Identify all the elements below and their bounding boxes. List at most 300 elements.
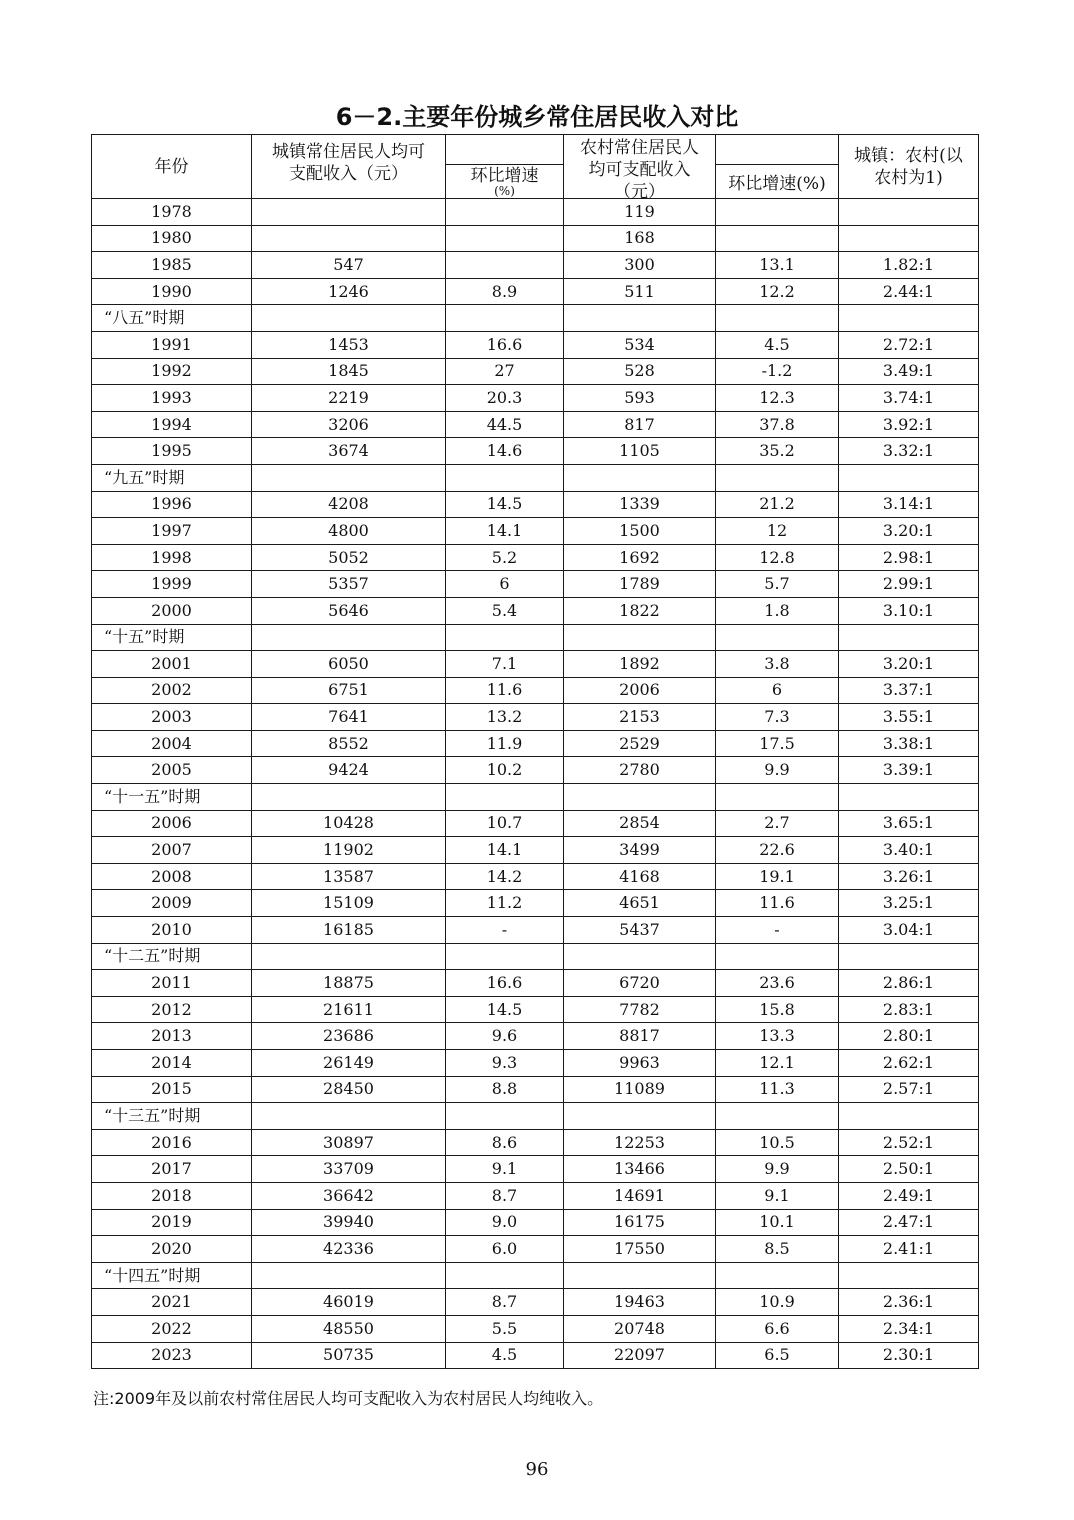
- empty-cell: [252, 943, 446, 970]
- year-cell: 1991: [92, 331, 252, 358]
- ratio-cell: 3.26:1: [839, 863, 979, 890]
- rural-growth-cell: 35.2: [716, 438, 839, 465]
- ratio-cell: 3.14:1: [839, 491, 979, 518]
- urban-income-cell: 8552: [252, 730, 446, 757]
- year-cell: 2016: [92, 1129, 252, 1156]
- year-cell: 2001: [92, 651, 252, 678]
- table-row: [92, 225, 979, 252]
- ratio-cell: 3.65:1: [839, 810, 979, 837]
- empty-cell: [839, 1262, 979, 1289]
- ratio-cell: 2.86:1: [839, 970, 979, 997]
- ratio-cell: 3.20:1: [839, 651, 979, 678]
- year-cell: 2000: [92, 597, 252, 624]
- rural-growth-cell: [716, 199, 839, 226]
- year-cell: 1990: [92, 278, 252, 305]
- urban-growth-cell: 14.1: [446, 518, 564, 545]
- rural-income-cell: 1892: [564, 651, 716, 678]
- rural-income-cell: 22097: [564, 1342, 716, 1369]
- year-cell: 2020: [92, 1236, 252, 1263]
- table-row: [92, 1076, 979, 1103]
- urban-income-cell: 10428: [252, 810, 446, 837]
- urban-income-cell: 48550: [252, 1315, 446, 1342]
- urban-growth-cell: 7.1: [446, 651, 564, 678]
- urban-income-cell: 11902: [252, 837, 446, 864]
- empty-cell: [564, 624, 716, 651]
- ratio-cell: 3.39:1: [839, 757, 979, 784]
- rural-income-cell: 4651: [564, 890, 716, 917]
- year-cell: 2018: [92, 1182, 252, 1209]
- rural-growth-cell: -: [716, 917, 839, 944]
- ratio-cell: 2.80:1: [839, 1023, 979, 1050]
- period-label: “十一五”时期: [92, 784, 252, 811]
- table-row: [92, 1342, 979, 1369]
- rural-income-cell: 1692: [564, 544, 716, 571]
- rural-growth-cell: 2.7: [716, 810, 839, 837]
- table-row: [92, 1315, 979, 1342]
- table-row: [92, 810, 979, 837]
- urban-income-cell: 23686: [252, 1023, 446, 1050]
- urban-income-cell: 21611: [252, 996, 446, 1023]
- ratio-cell: 2.57:1: [839, 1076, 979, 1103]
- header-urban-blank: [446, 135, 564, 165]
- rural-income-cell: 300: [564, 252, 716, 279]
- urban-growth-cell: 4.5: [446, 1342, 564, 1369]
- ratio-cell: 2.44:1: [839, 278, 979, 305]
- rural-growth-cell: 5.7: [716, 571, 839, 598]
- empty-cell: [252, 784, 446, 811]
- table-row: [92, 438, 979, 465]
- rural-income-cell: 19463: [564, 1289, 716, 1316]
- urban-income-cell: 33709: [252, 1156, 446, 1183]
- table-row: [92, 837, 979, 864]
- empty-cell: [564, 784, 716, 811]
- empty-cell: [446, 1103, 564, 1130]
- rural-growth-cell: 12.8: [716, 544, 839, 571]
- rural-growth-cell: 10.5: [716, 1129, 839, 1156]
- urban-growth-cell: 11.6: [446, 677, 564, 704]
- urban-income-cell: 547: [252, 252, 446, 279]
- year-cell: 1980: [92, 225, 252, 252]
- urban-growth-cell: 9.6: [446, 1023, 564, 1050]
- urban-income-cell: 13587: [252, 863, 446, 890]
- rural-growth-cell: 3.8: [716, 651, 839, 678]
- rural-growth-cell: [716, 225, 839, 252]
- urban-growth-cell: 8.6: [446, 1129, 564, 1156]
- empty-cell: [839, 464, 979, 491]
- rural-income-cell: 4168: [564, 863, 716, 890]
- urban-income-cell: 7641: [252, 704, 446, 731]
- header-rural-growth: 环比增速(%): [716, 165, 839, 199]
- urban-income-cell: 1845: [252, 358, 446, 385]
- empty-cell: [716, 1262, 839, 1289]
- table-row: [92, 518, 979, 545]
- rural-income-cell: 817: [564, 411, 716, 438]
- rural-income-cell: 2529: [564, 730, 716, 757]
- urban-growth-cell: 6: [446, 571, 564, 598]
- year-cell: 2023: [92, 1342, 252, 1369]
- empty-cell: [716, 464, 839, 491]
- rural-growth-cell: 19.1: [716, 863, 839, 890]
- urban-income-cell: 39940: [252, 1209, 446, 1236]
- year-cell: 1985: [92, 252, 252, 279]
- year-cell: 1997: [92, 518, 252, 545]
- urban-growth-cell: 10.2: [446, 757, 564, 784]
- year-cell: 2015: [92, 1076, 252, 1103]
- rural-growth-cell: 13.1: [716, 252, 839, 279]
- urban-income-cell: 1246: [252, 278, 446, 305]
- rural-income-cell: 5437: [564, 917, 716, 944]
- period-label: “八五”时期: [92, 305, 252, 332]
- table-row: [92, 970, 979, 997]
- header-urban-income: 城镇常住居民人均可 支配收入（元）: [252, 135, 446, 199]
- table-row: [92, 199, 979, 226]
- ratio-cell: 2.34:1: [839, 1315, 979, 1342]
- urban-income-cell: 28450: [252, 1076, 446, 1103]
- rural-income-cell: 1500: [564, 518, 716, 545]
- ratio-cell: 3.38:1: [839, 730, 979, 757]
- income-comparison-table: [91, 134, 979, 1369]
- empty-cell: [252, 1262, 446, 1289]
- table-row: [92, 597, 979, 624]
- year-cell: 2014: [92, 1050, 252, 1077]
- ratio-cell: 2.62:1: [839, 1050, 979, 1077]
- urban-growth-cell: 20.3: [446, 385, 564, 412]
- urban-income-cell: 15109: [252, 890, 446, 917]
- ratio-cell: 3.32:1: [839, 438, 979, 465]
- empty-cell: [252, 305, 446, 332]
- rural-growth-cell: 1.8: [716, 597, 839, 624]
- table-row: [92, 996, 979, 1023]
- urban-growth-cell: 14.2: [446, 863, 564, 890]
- rural-growth-cell: 21.2: [716, 491, 839, 518]
- urban-growth-cell: 16.6: [446, 970, 564, 997]
- rural-growth-cell: 6.5: [716, 1342, 839, 1369]
- rural-growth-cell: 7.3: [716, 704, 839, 731]
- ratio-cell: 3.25:1: [839, 890, 979, 917]
- urban-income-cell: 4800: [252, 518, 446, 545]
- empty-cell: [564, 305, 716, 332]
- rural-growth-cell: 10.9: [716, 1289, 839, 1316]
- urban-income-cell: 26149: [252, 1050, 446, 1077]
- ratio-cell: 3.20:1: [839, 518, 979, 545]
- rural-growth-cell: 11.6: [716, 890, 839, 917]
- urban-income-cell: 3206: [252, 411, 446, 438]
- rural-income-cell: 2006: [564, 677, 716, 704]
- table-row: [92, 1289, 979, 1316]
- year-cell: 2007: [92, 837, 252, 864]
- year-cell: 2012: [92, 996, 252, 1023]
- urban-growth-cell: 13.2: [446, 704, 564, 731]
- urban-growth-cell: 11.9: [446, 730, 564, 757]
- rural-income-cell: 20748: [564, 1315, 716, 1342]
- ratio-cell: 3.92:1: [839, 411, 979, 438]
- ratio-cell: 2.30:1: [839, 1342, 979, 1369]
- urban-growth-cell: 9.3: [446, 1050, 564, 1077]
- table-row: [92, 704, 979, 731]
- rural-income-cell: 16175: [564, 1209, 716, 1236]
- ratio-cell: [839, 199, 979, 226]
- rural-income-cell: 7782: [564, 996, 716, 1023]
- table-row: [92, 917, 979, 944]
- year-cell: 1999: [92, 571, 252, 598]
- empty-cell: [564, 943, 716, 970]
- ratio-cell: 2.98:1: [839, 544, 979, 571]
- urban-growth-cell: 5.5: [446, 1315, 564, 1342]
- year-cell: 2002: [92, 677, 252, 704]
- rural-income-cell: 534: [564, 331, 716, 358]
- empty-cell: [446, 624, 564, 651]
- table-row: [92, 863, 979, 890]
- rural-growth-cell: 10.1: [716, 1209, 839, 1236]
- table-row: [92, 544, 979, 571]
- urban-income-cell: 4208: [252, 491, 446, 518]
- rural-growth-cell: 11.3: [716, 1076, 839, 1103]
- urban-income-cell: [252, 199, 446, 226]
- rural-income-cell: 1822: [564, 597, 716, 624]
- rural-income-cell: 528: [564, 358, 716, 385]
- rural-income-cell: 12253: [564, 1129, 716, 1156]
- period-row: [92, 1103, 979, 1130]
- table-row: [92, 385, 979, 412]
- empty-cell: [446, 464, 564, 491]
- rural-income-cell: 2153: [564, 704, 716, 731]
- empty-cell: [716, 784, 839, 811]
- period-row: [92, 1262, 979, 1289]
- rural-income-cell: 11089: [564, 1076, 716, 1103]
- urban-income-cell: 16185: [252, 917, 446, 944]
- empty-cell: [446, 305, 564, 332]
- rural-income-cell: 14691: [564, 1182, 716, 1209]
- empty-cell: [839, 784, 979, 811]
- empty-cell: [716, 624, 839, 651]
- year-cell: 2019: [92, 1209, 252, 1236]
- urban-income-cell: 50735: [252, 1342, 446, 1369]
- empty-cell: [252, 464, 446, 491]
- table-row: [92, 252, 979, 279]
- year-cell: 1992: [92, 358, 252, 385]
- year-cell: 2008: [92, 863, 252, 890]
- table-row: [92, 651, 979, 678]
- urban-income-cell: 18875: [252, 970, 446, 997]
- table-row: [92, 358, 979, 385]
- table-row: [92, 411, 979, 438]
- ratio-cell: 1.82:1: [839, 252, 979, 279]
- rural-growth-cell: 12.1: [716, 1050, 839, 1077]
- empty-cell: [252, 624, 446, 651]
- header-rural-income: 农村常住居民人 均可支配收入 （元）: [564, 135, 716, 199]
- header-ratio: 城镇：农村(以 农村为1): [839, 135, 979, 199]
- urban-growth-cell: 5.4: [446, 597, 564, 624]
- empty-cell: [839, 943, 979, 970]
- ratio-cell: 2.99:1: [839, 571, 979, 598]
- year-cell: 2021: [92, 1289, 252, 1316]
- urban-income-cell: 5357: [252, 571, 446, 598]
- urban-growth-cell: 8.7: [446, 1289, 564, 1316]
- urban-income-cell: 42336: [252, 1236, 446, 1263]
- rural-income-cell: 168: [564, 225, 716, 252]
- ratio-cell: 2.50:1: [839, 1156, 979, 1183]
- period-label: “十三五”时期: [92, 1103, 252, 1130]
- table-row: [92, 730, 979, 757]
- empty-cell: [564, 464, 716, 491]
- rural-growth-cell: 22.6: [716, 837, 839, 864]
- urban-growth-cell: [446, 225, 564, 252]
- rural-income-cell: 3499: [564, 837, 716, 864]
- year-cell: 2022: [92, 1315, 252, 1342]
- year-cell: 2017: [92, 1156, 252, 1183]
- empty-cell: [564, 1103, 716, 1130]
- ratio-cell: 2.36:1: [839, 1289, 979, 1316]
- rural-growth-cell: -1.2: [716, 358, 839, 385]
- urban-growth-cell: 14.6: [446, 438, 564, 465]
- urban-growth-cell: 8.9: [446, 278, 564, 305]
- ratio-cell: 3.37:1: [839, 677, 979, 704]
- table-row: [92, 1129, 979, 1156]
- year-cell: 2013: [92, 1023, 252, 1050]
- ratio-cell: 3.55:1: [839, 704, 979, 731]
- rural-growth-cell: 6.6: [716, 1315, 839, 1342]
- urban-income-cell: 30897: [252, 1129, 446, 1156]
- ratio-cell: 3.74:1: [839, 385, 979, 412]
- rural-growth-cell: 15.8: [716, 996, 839, 1023]
- ratio-cell: 2.49:1: [839, 1182, 979, 1209]
- table-row: [92, 1209, 979, 1236]
- urban-growth-cell: 5.2: [446, 544, 564, 571]
- rural-growth-cell: 9.9: [716, 757, 839, 784]
- urban-income-cell: 9424: [252, 757, 446, 784]
- rural-income-cell: 17550: [564, 1236, 716, 1263]
- year-cell: 1978: [92, 199, 252, 226]
- ratio-cell: 3.49:1: [839, 358, 979, 385]
- urban-growth-cell: 11.2: [446, 890, 564, 917]
- period-label: “十五”时期: [92, 624, 252, 651]
- ratio-cell: [839, 225, 979, 252]
- rural-income-cell: 1339: [564, 491, 716, 518]
- ratio-cell: 2.72:1: [839, 331, 979, 358]
- urban-growth-cell: 9.0: [446, 1209, 564, 1236]
- empty-cell: [446, 784, 564, 811]
- period-row: [92, 624, 979, 651]
- table-row: [92, 278, 979, 305]
- rural-growth-cell: 4.5: [716, 331, 839, 358]
- table-row: [92, 571, 979, 598]
- table-row: [92, 677, 979, 704]
- table-row: [92, 1156, 979, 1183]
- rural-income-cell: 1789: [564, 571, 716, 598]
- rural-growth-cell: 9.9: [716, 1156, 839, 1183]
- urban-income-cell: 5052: [252, 544, 446, 571]
- table-row: [92, 331, 979, 358]
- year-cell: 2009: [92, 890, 252, 917]
- period-label: “九五”时期: [92, 464, 252, 491]
- table-row: [92, 757, 979, 784]
- table-row: [92, 1023, 979, 1050]
- urban-growth-cell: 44.5: [446, 411, 564, 438]
- rural-income-cell: 593: [564, 385, 716, 412]
- footnote: 注:2009年及以前农村常住居民人均可支配收入为农村居民人均纯收入。: [93, 1389, 604, 1408]
- urban-growth-cell: 27: [446, 358, 564, 385]
- urban-income-cell: 3674: [252, 438, 446, 465]
- rural-income-cell: 6720: [564, 970, 716, 997]
- year-cell: 1995: [92, 438, 252, 465]
- urban-income-cell: 6751: [252, 677, 446, 704]
- period-row: [92, 943, 979, 970]
- urban-income-cell: 5646: [252, 597, 446, 624]
- urban-growth-cell: 14.5: [446, 996, 564, 1023]
- urban-income-cell: 1453: [252, 331, 446, 358]
- year-cell: 2006: [92, 810, 252, 837]
- year-cell: 2005: [92, 757, 252, 784]
- ratio-cell: 2.83:1: [839, 996, 979, 1023]
- page-title: 6－2.主要年份城乡常住居民收入对比: [335, 103, 739, 131]
- year-cell: 1996: [92, 491, 252, 518]
- period-label: “十二五”时期: [92, 943, 252, 970]
- year-cell: 2004: [92, 730, 252, 757]
- empty-cell: [446, 1262, 564, 1289]
- rural-growth-cell: 6: [716, 677, 839, 704]
- urban-income-cell: 2219: [252, 385, 446, 412]
- table-row: [92, 890, 979, 917]
- rural-income-cell: 13466: [564, 1156, 716, 1183]
- year-cell: 1994: [92, 411, 252, 438]
- empty-cell: [564, 1262, 716, 1289]
- rural-income-cell: 2854: [564, 810, 716, 837]
- empty-cell: [446, 943, 564, 970]
- urban-growth-cell: -: [446, 917, 564, 944]
- urban-income-cell: 36642: [252, 1182, 446, 1209]
- urban-growth-cell: [446, 252, 564, 279]
- rural-growth-cell: 8.5: [716, 1236, 839, 1263]
- rural-growth-cell: 12.2: [716, 278, 839, 305]
- rural-growth-cell: 37.8: [716, 411, 839, 438]
- urban-growth-cell: 16.6: [446, 331, 564, 358]
- period-row: [92, 305, 979, 332]
- rural-growth-cell: 9.1: [716, 1182, 839, 1209]
- urban-income-cell: 6050: [252, 651, 446, 678]
- rural-income-cell: 2780: [564, 757, 716, 784]
- year-cell: 2010: [92, 917, 252, 944]
- period-label: “十四五”时期: [92, 1262, 252, 1289]
- year-cell: 2011: [92, 970, 252, 997]
- period-row: [92, 464, 979, 491]
- rural-growth-cell: 13.3: [716, 1023, 839, 1050]
- table-row: [92, 1182, 979, 1209]
- rural-income-cell: 8817: [564, 1023, 716, 1050]
- urban-growth-cell: 8.7: [446, 1182, 564, 1209]
- table-row: [92, 491, 979, 518]
- ratio-cell: 2.47:1: [839, 1209, 979, 1236]
- year-cell: 2003: [92, 704, 252, 731]
- rural-income-cell: 511: [564, 278, 716, 305]
- rural-growth-cell: 12.3: [716, 385, 839, 412]
- rural-income-cell: 1105: [564, 438, 716, 465]
- ratio-cell: 3.40:1: [839, 837, 979, 864]
- empty-cell: [252, 1103, 446, 1130]
- header-rural-blank: [716, 135, 839, 165]
- ratio-cell: 2.41:1: [839, 1236, 979, 1263]
- urban-growth-cell: 8.8: [446, 1076, 564, 1103]
- rural-growth-cell: 17.5: [716, 730, 839, 757]
- empty-cell: [716, 943, 839, 970]
- empty-cell: [716, 305, 839, 332]
- urban-growth-cell: 6.0: [446, 1236, 564, 1263]
- rural-growth-cell: 23.6: [716, 970, 839, 997]
- rural-income-cell: 119: [564, 199, 716, 226]
- table-row: [92, 1236, 979, 1263]
- header-year: 年份: [92, 135, 252, 199]
- header-urban-growth: 环比增速 (%): [446, 165, 564, 199]
- rural-income-cell: 9963: [564, 1050, 716, 1077]
